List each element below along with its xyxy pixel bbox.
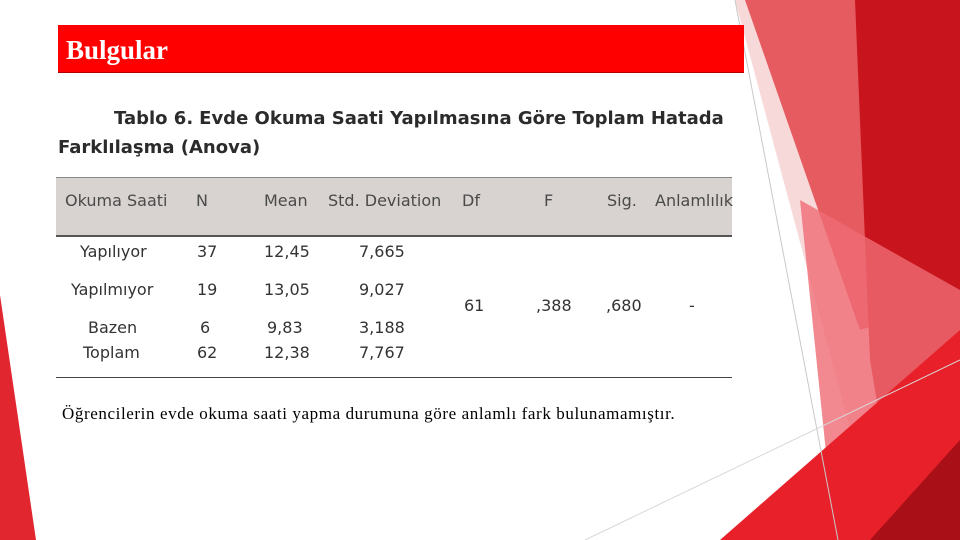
anova-table bbox=[56, 177, 732, 378]
header-anlamlilik: Anlamlılık bbox=[655, 191, 733, 210]
anova-f: ,388 bbox=[536, 296, 572, 315]
row-n: 19 bbox=[197, 280, 218, 299]
row-group: Bazen bbox=[88, 318, 138, 337]
anova-anlamlilik: - bbox=[689, 296, 695, 315]
row-n: 37 bbox=[197, 242, 218, 261]
header-df: Df bbox=[462, 191, 480, 210]
row-mean: 12,45 bbox=[264, 242, 310, 261]
row-group: Yapılıyor bbox=[80, 242, 147, 261]
table-header-row bbox=[56, 178, 732, 237]
table-caption bbox=[58, 104, 748, 162]
row-n: 6 bbox=[200, 318, 211, 337]
row-group: Toplam bbox=[83, 343, 140, 362]
row-sd: 7,767 bbox=[359, 343, 405, 362]
row-mean: 13,05 bbox=[264, 280, 310, 299]
slide-title: Bulgular bbox=[58, 25, 744, 73]
anova-sig: ,680 bbox=[606, 296, 642, 315]
conclusion-text: Öğrencilerin evde okuma saati yapma durumuna göre anlamlı fark bulunamamıştır. bbox=[62, 404, 676, 423]
header-f: F bbox=[544, 191, 554, 210]
row-sd: 9,027 bbox=[359, 280, 405, 299]
header-mean: Mean bbox=[264, 191, 308, 210]
header-okuma-saati: Okuma Saati bbox=[65, 191, 168, 210]
row-mean: 9,83 bbox=[267, 318, 303, 337]
anova-df: 61 bbox=[464, 296, 485, 315]
header-n: N bbox=[196, 191, 208, 210]
deco-shape-left bbox=[0, 295, 36, 540]
table-caption-text: Evde Okuma Saati Yapılmasına Göre Toplam Hatada Farklılaşma (Anova) bbox=[58, 108, 724, 158]
table-caption-label: Tablo 6. bbox=[114, 108, 194, 129]
row-group: Yapılmıyor bbox=[71, 280, 154, 299]
header-std-deviation: Std. Deviation bbox=[328, 191, 442, 210]
row-mean: 12,38 bbox=[264, 343, 310, 362]
header-sig: Sig. bbox=[607, 191, 637, 210]
row-sd: 3,188 bbox=[359, 318, 405, 337]
row-sd: 7,665 bbox=[359, 242, 405, 261]
row-n: 62 bbox=[197, 343, 218, 362]
